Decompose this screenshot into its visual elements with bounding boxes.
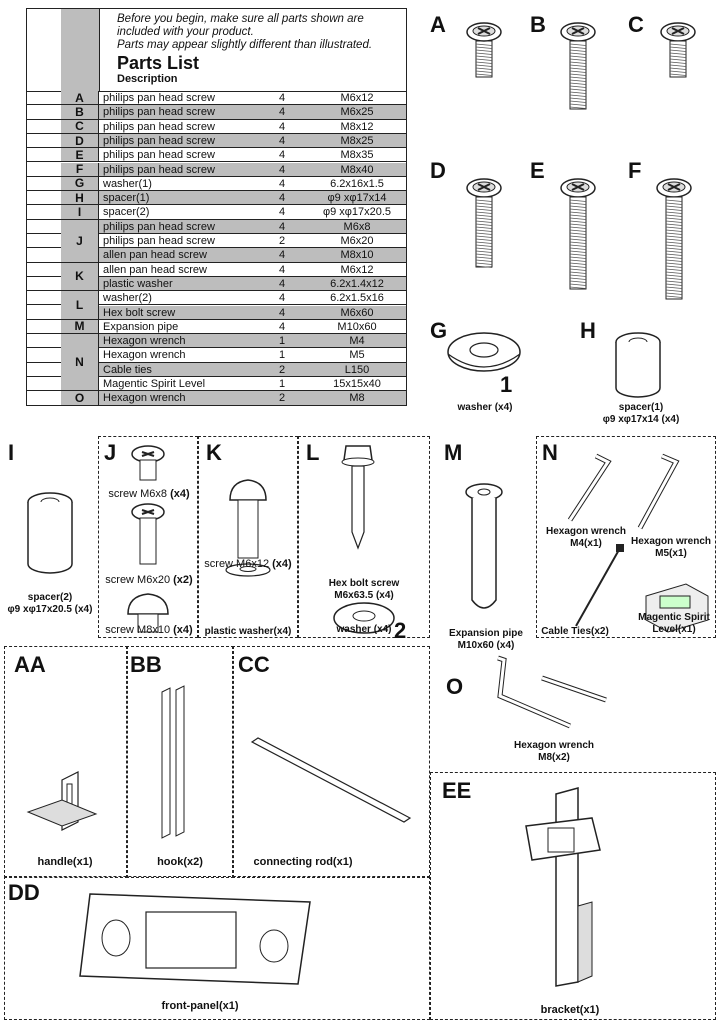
caption-m-1: Expansion pipe <box>449 628 523 639</box>
part-label-g: G <box>430 318 448 343</box>
parts-list-title: Parts List <box>117 53 200 73</box>
caption-n-1: Hexagon wrench <box>545 526 627 537</box>
part-label-aa: AA <box>14 652 46 677</box>
caption-g: washer (x4) <box>457 402 513 413</box>
row-size: M6x12 <box>340 263 374 276</box>
connecting-rod-icon <box>232 720 432 840</box>
row-size: M6x8 <box>343 220 371 233</box>
row-qty: 4 <box>279 106 286 119</box>
intro-line-2: included with your product. <box>117 26 254 38</box>
row-name: philips pan head screw <box>103 220 215 233</box>
row-size: M8x12 <box>340 120 374 133</box>
row-letter: H <box>61 191 99 205</box>
row-letter: C <box>61 120 99 134</box>
row-qty: 4 <box>279 220 286 233</box>
caption-n-4b: Level(x1) <box>652 624 696 635</box>
row-size: φ9 xφ17x20.5 <box>322 206 392 219</box>
row-qty: 1 <box>279 349 286 362</box>
part-label-b: B <box>530 12 546 37</box>
row-size: 6.2x1.5x16 <box>330 292 384 305</box>
row-size: M8x10 <box>340 249 374 262</box>
caption-l-3: washer (x4) <box>336 624 392 635</box>
caption-m-2: M10x60 (x4) <box>457 640 515 651</box>
part-label-o: O <box>446 674 464 699</box>
caption-l-1: Hex bolt screw <box>328 578 400 589</box>
washer-number-1: 1 <box>500 372 513 397</box>
row-qty: 4 <box>279 320 286 333</box>
row-name: philips pan head screw <box>103 92 215 104</box>
caption-o-1: Hexagon wrench <box>513 740 595 751</box>
row-qty: 2 <box>279 363 286 376</box>
part-label-k: K <box>206 440 222 465</box>
intro-line-3: Parts may appear slightly different than illustrated. <box>117 39 373 51</box>
part-label-cc: CC <box>238 652 270 677</box>
caption-cc: connecting rod(x1) <box>253 856 353 868</box>
caption-bb: hook(x2) <box>157 856 203 868</box>
row-qty: 1 <box>279 378 286 390</box>
row-name: philips pan head screw <box>103 120 215 133</box>
row-name: allen pan head screw <box>103 263 207 276</box>
caption-h-1: spacer(1) <box>618 402 664 413</box>
caption-n-2b: M5(x1) <box>655 548 687 559</box>
intro-line-1: Before you begin, make sure all parts shown are <box>117 13 364 25</box>
row-qty: 2 <box>279 235 286 247</box>
caption-j-1: screw M6x8 (x4) <box>108 488 190 500</box>
row-qty: 4 <box>279 263 286 276</box>
row-name: Hexagon wrench <box>103 349 186 362</box>
row-name: philips pan head screw <box>103 106 215 119</box>
washer-number-2: 2 <box>394 618 407 643</box>
part-label-dd: DD <box>8 880 40 905</box>
row-size: M6x20 <box>340 235 374 247</box>
caption-aa: handle(x1) <box>37 856 93 868</box>
row-name: Magentic Spirit Level <box>103 378 206 390</box>
row-name: Expansion pipe <box>103 320 179 333</box>
row-letter: B <box>61 105 99 119</box>
row-name: Hexagon wrench <box>103 392 186 405</box>
row-name: philips pan head screw <box>103 235 215 247</box>
row-size: φ9 xφ17x14 <box>327 192 387 205</box>
row-size: 6.2x16x1.5 <box>330 177 384 190</box>
row-letter: I <box>61 205 99 219</box>
part-label-d: D <box>430 158 446 183</box>
caption-j-3: screw M8x10 (x4) <box>105 624 193 636</box>
part-label-ee: EE <box>442 778 472 803</box>
spacer-2-icon <box>20 492 100 602</box>
row-size: M4 <box>349 335 365 348</box>
row-letter: F <box>61 163 99 177</box>
row-letter: N <box>61 334 99 391</box>
row-size: M5 <box>349 349 365 362</box>
row-size: M8x35 <box>340 149 374 162</box>
row-name: philips pan head screw <box>103 149 215 162</box>
row-size: M8x40 <box>340 163 374 176</box>
part-label-c: C <box>628 12 644 37</box>
row-size: M6x25 <box>340 106 374 119</box>
screws-j-icon <box>98 436 198 636</box>
description-header: Description <box>117 73 178 85</box>
caption-k-1: screw M6x12 (x4) <box>204 558 292 570</box>
caption-j-2: screw M6x20 (x2) <box>105 574 193 586</box>
row-size: M10x60 <box>337 320 377 333</box>
hex-bolt-icon <box>298 436 430 636</box>
part-label-a: A <box>430 12 446 37</box>
row-letter: K <box>61 263 99 292</box>
expansion-pipe-icon <box>458 480 518 620</box>
caption-o-2: M8(x2) <box>538 752 570 763</box>
row-size: M8x25 <box>340 134 374 147</box>
row-letter: L <box>61 291 99 320</box>
part-label-n: N <box>542 440 558 465</box>
caption-dd: front-panel(x1) <box>161 1000 239 1012</box>
screws-illustration <box>0 0 723 320</box>
row-qty: 4 <box>279 163 286 176</box>
part-label-m: M <box>444 440 463 465</box>
spacer-1-icon <box>608 332 688 412</box>
part-label-l: L <box>306 440 320 465</box>
row-size: M8 <box>349 392 365 405</box>
screw-f-icon <box>657 179 691 299</box>
row-size: M6x60 <box>340 306 374 319</box>
caption-k-2: plastic washer(x4) <box>204 626 292 637</box>
row-qty: 4 <box>279 292 286 305</box>
row-name: Cable ties <box>103 363 152 376</box>
part-label-e: E <box>530 158 545 183</box>
row-name: philips pan head screw <box>103 163 215 176</box>
caption-n-2: Hexagon wrench <box>630 536 712 547</box>
row-name: allen pan head screw <box>103 249 207 262</box>
caption-ee: bracket(x1) <box>540 1004 600 1016</box>
row-name: Hex bolt screw <box>103 306 176 319</box>
caption-i-1: spacer(2) <box>27 592 73 603</box>
screw-k-icon <box>198 436 298 636</box>
front-panel-icon <box>80 886 340 996</box>
row-name: philips pan head screw <box>103 134 215 147</box>
row-qty: 4 <box>279 177 286 190</box>
part-label-bb: BB <box>130 652 162 677</box>
row-letter: M <box>61 320 99 334</box>
row-letter: D <box>61 134 99 148</box>
row-name: spacer(1) <box>103 192 150 205</box>
part-label-h: H <box>580 318 596 343</box>
row-qty: 4 <box>279 134 286 147</box>
hook-icon <box>130 684 230 844</box>
row-qty: 1 <box>279 335 286 348</box>
handle-icon <box>6 740 126 840</box>
row-qty: 4 <box>279 92 286 104</box>
row-size: L150 <box>344 363 370 376</box>
caption-l-2: M6x63.5 (x4) <box>334 590 394 601</box>
part-label-f: F <box>628 158 642 183</box>
row-qty: 2 <box>279 392 286 405</box>
row-size: M6x12 <box>340 92 374 104</box>
caption-i-2: φ9 xφ17x20.5 (x4) <box>7 604 93 615</box>
part-label-i: I <box>8 440 15 465</box>
row-name: Hexagon wrench <box>103 335 186 348</box>
row-name: washer(1) <box>103 177 152 190</box>
row-name: plastic washer <box>103 277 173 290</box>
hex-wrench-m8-icon <box>470 656 630 726</box>
caption-n-3: Cable Ties(x2) <box>541 626 609 637</box>
row-qty: 4 <box>279 192 286 205</box>
caption-n-1b: M4(x1) <box>570 538 602 549</box>
row-qty: 4 <box>279 249 286 262</box>
row-letter: J <box>61 220 99 263</box>
screw-d-icon <box>467 179 501 267</box>
row-name: washer(2) <box>103 292 152 305</box>
row-letter: G <box>61 177 99 191</box>
washer-1-icon <box>440 330 540 390</box>
row-size: 15x15x40 <box>333 378 381 390</box>
caption-n-4: Magentic Spirit <box>638 612 710 623</box>
row-qty: 4 <box>279 120 286 133</box>
row-qty: 4 <box>279 149 286 162</box>
row-qty: 4 <box>279 306 286 319</box>
part-label-j: J <box>104 440 117 465</box>
row-letter: O <box>61 391 99 405</box>
row-qty: 4 <box>279 277 286 290</box>
row-name: spacer(2) <box>103 206 150 219</box>
row-size: 6.2x1.4x12 <box>330 277 384 290</box>
row-letter: A <box>61 91 99 105</box>
row-letter: E <box>61 148 99 162</box>
row-qty: 4 <box>279 206 286 219</box>
bracket-icon <box>512 786 672 996</box>
caption-h-2: φ9 xφ17x14 (x4) <box>602 414 680 425</box>
